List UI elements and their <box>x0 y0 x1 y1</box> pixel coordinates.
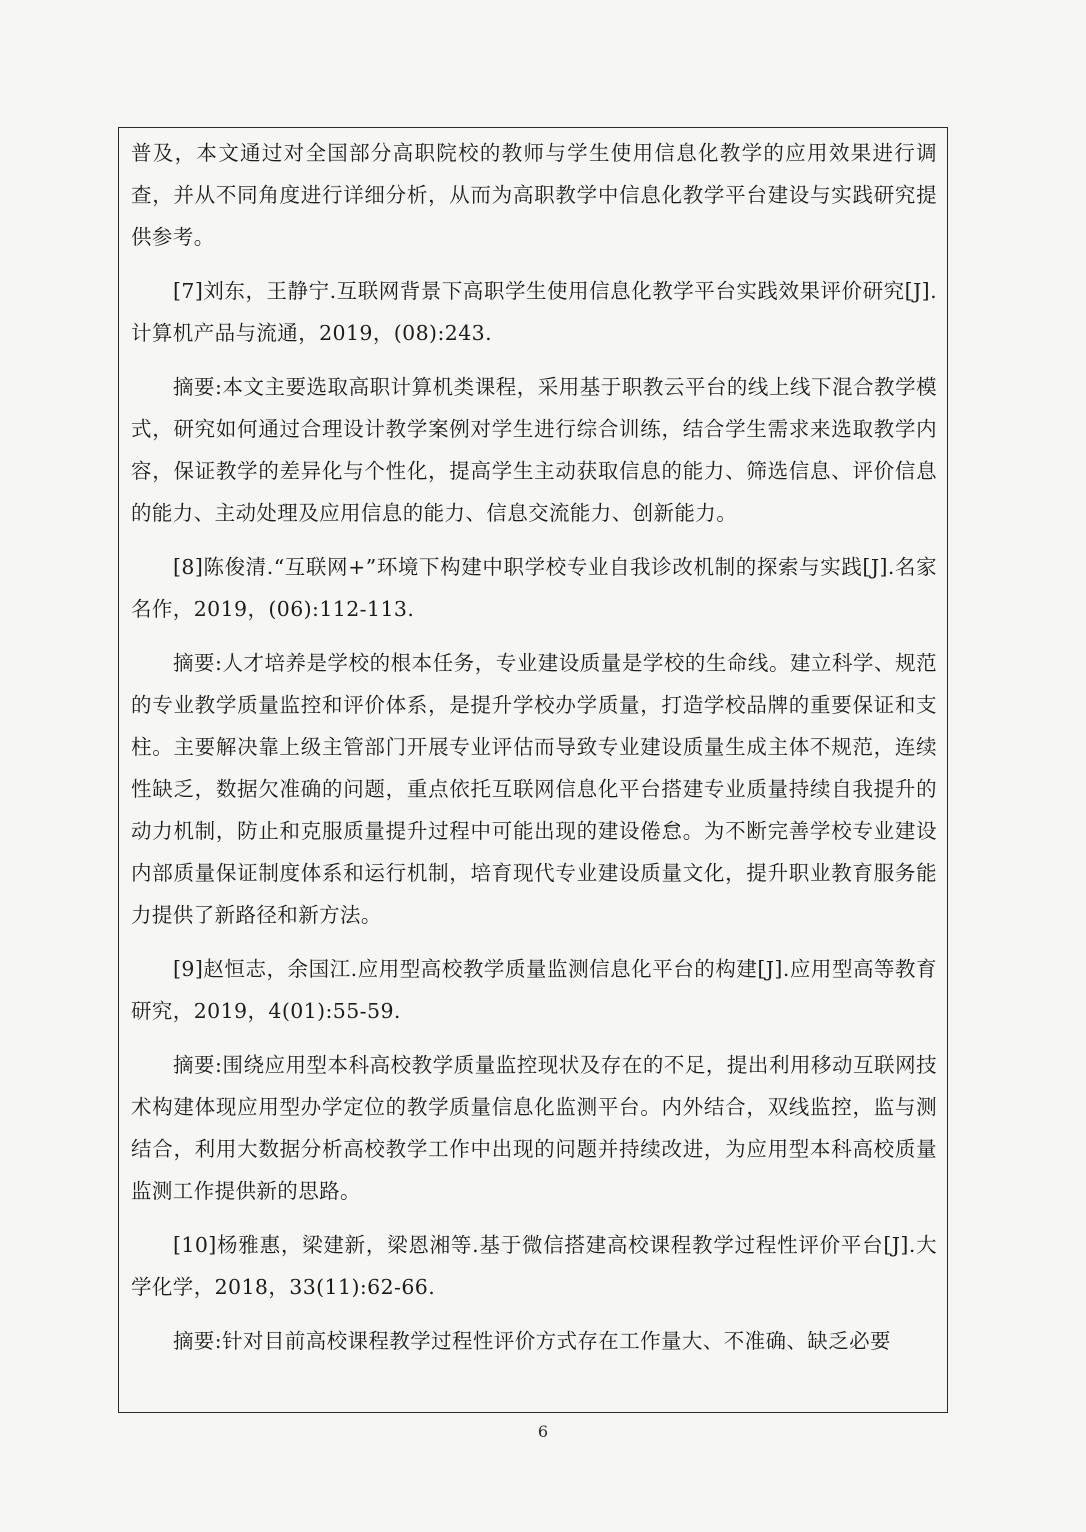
reference-7: [7]刘东，王静宁.互联网背景下高职学生使用信息化教学平台实践效果评价研究[J].计算机产品与流通，2019，(08):243. <box>131 279 937 345</box>
paragraph-intro-continuation: 普及，本文通过对全国部分高职院校的教师与学生使用信息化教学的应用效果进行调查，并从不同角度进行详细分析，从而为高职教学中信息化教学平台建设与实践研究提供参考。 <box>131 141 937 249</box>
reference-8: [8]陈俊清.“互联网+”环境下构建中职学校专业自我诊改机制的探索与实践[J].名家名作，2019，(06):112-113. <box>131 555 937 621</box>
abstract-10: 摘要:针对目前高校课程教学过程性评价方式存在工作量大、不准确、缺乏必要 <box>173 1329 891 1353</box>
abstract-9: 摘要:围绕应用型本科高校教学质量监控现状及存在的不足，提出利用移动互联网技术构建体现应用型办学定位的教学质量信息化监测平台。内外结合，双线监控，监与测结合，利用大数据分析高校教学工作中出现的问题并持续改进，为应用型本科高校质量监测工作提供新的思路。 <box>131 1053 937 1203</box>
reference-9: [9]赵恒志，余国江.应用型高校教学质量监测信息化平台的构建[J].应用型高等教育研究，2019，4(01):55-59. <box>131 957 937 1023</box>
page-number: 6 <box>537 1422 549 1441</box>
reference-10: [10]杨雅惠，梁建新，梁恩湘等.基于微信搭建高校课程教学过程性评价平台[J].大学化学，2018，33(11):62-66. <box>131 1233 937 1299</box>
abstract-7: 摘要:本文主要选取高职计算机类课程，采用基于职教云平台的线上线下混合教学模式，研究如何通过合理设计教学案例对学生进行综合训练，结合学生需求来选取教学内容，保证教学的差异化与个性化，提高学生主动获取信息的能力、筛选信息、评价信息的能力、主动处理及应用信息的能力、信息交流能力、创新能力。 <box>131 375 937 525</box>
document-frame <box>118 127 948 1413</box>
abstract-8: 摘要:人才培养是学校的根本任务，专业建设质量是学校的生命线。建立科学、规范的专业教学质量监控和评价体系，是提升学校办学质量，打造学校品牌的重要保证和支柱。主要解决靠上级主管部门开展专业评估而导致专业建设质量生成主体不规范，连续性缺乏，数据欠准确的问题，重点依托互联网信息化平台搭建专业质量持续自我提升的动力机制，防止和克服质量提升过程中可能出现的建设倦怠。为不断完善学校专业建设内部质量保证制度体系和运行机制，培育现代专业建设质量文化，提升职业教育服务能力提供了新路径和新方法。 <box>131 651 937 927</box>
